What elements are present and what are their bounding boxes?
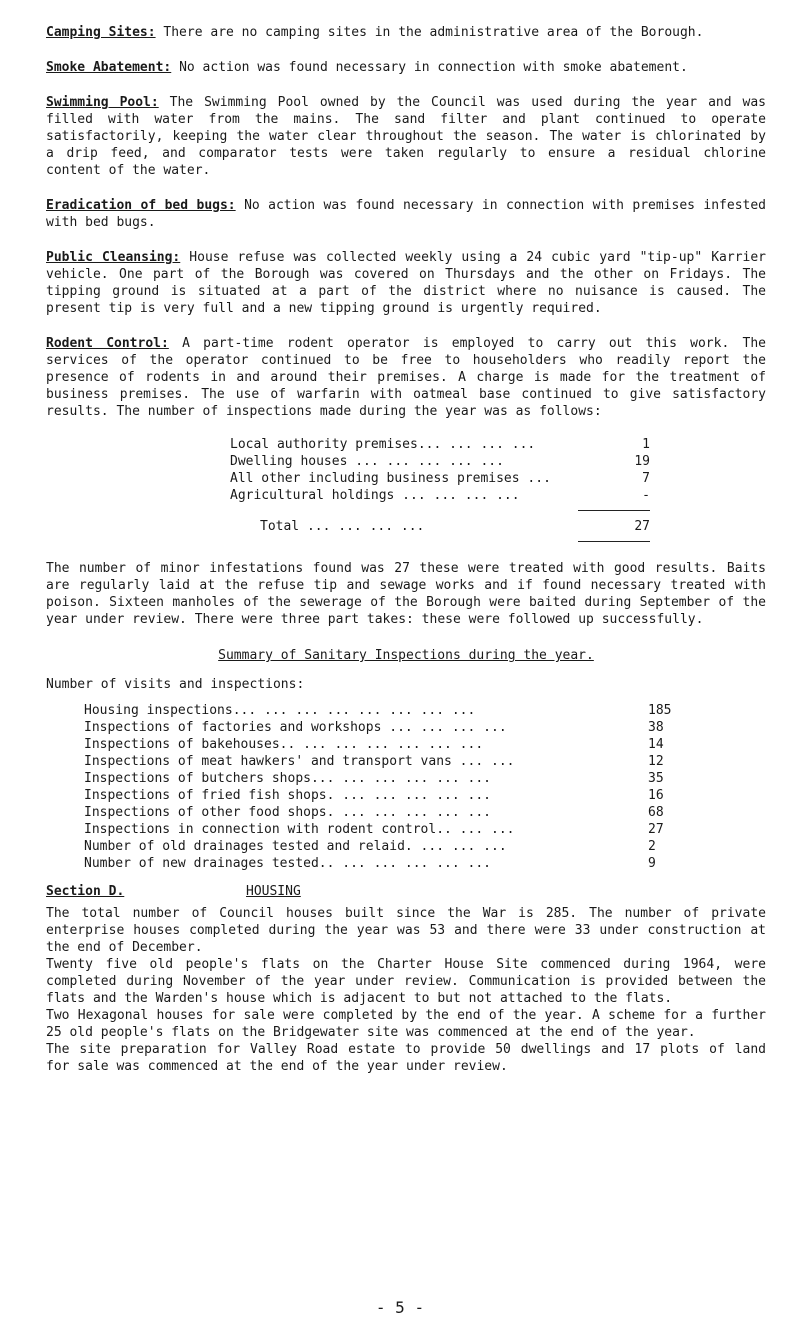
table-row [230,470,650,487]
total-top-rule [578,510,650,511]
table-row [84,804,684,821]
total-value: 27 [634,519,650,534]
row-value: 38 [648,720,664,735]
row-label: Number of old drainages tested and relaid. ... ... ... [84,839,507,854]
row-value: - [642,488,650,503]
housing-paragraph-3: Two Hexagonal houses for sale were completed by the end of the year. A scheme for a further 25 old people's flats on the Bridgewater site was commenced at the end of the year. [46,1008,766,1040]
smoke-text: No action was found necessary in connection with smoke abatement. [179,60,688,75]
row-label: Agricultural holdings ... ... ... ... [230,488,520,503]
inspections-table [84,702,684,872]
row-label: Housing inspections... ... ... ... ... ... ... ... [84,703,476,718]
camping-label: Camping Sites: [46,25,156,40]
row-value: 19 [634,454,650,469]
table-row [230,436,650,453]
rodent-inspection-table [230,436,650,504]
swimming-text: The Swimming Pool owned by the Council was used during the year and was filled with water from the mains. The sand filter and plant continued to operate satisfactorily, keeping the water clear throughout the season. The water is chlorinated by a drip feed, and comparator tests were taken regularly to ensure a residual chlorine content of the water. [46,95,766,178]
table-row [84,787,684,804]
page-number: - 5 - [375,1298,425,1317]
row-value: 185 [648,703,672,718]
rodent-text: A part-time rodent operator is employed to carry out this work. The services of the operator continued to be free to householders who readily report the presence of rodents in and around their premises. A charge is made for the treatment of business premises. The use of warfarin with oatmeal base continued to give satisfactory results. The number of inspections made during the year was as follows: [46,336,767,419]
row-label: Inspections of factories and workshops ... ... ... ... [84,720,507,735]
table-row [84,838,684,855]
bedbugs-text: No action was found necessary in connection with premises infested with bed bugs. [46,198,767,230]
row-label: Inspections of meat hawkers' and transport vans ... ... [84,754,515,769]
table-row [84,719,684,736]
bedbugs-label: Eradication of bed bugs: [46,198,236,213]
bedbugs-section [46,197,766,231]
section-d-heading [46,884,766,899]
row-label: All other including business premises ... [230,471,551,486]
row-value: 7 [642,471,650,486]
housing-paragraph-1: The total number of Council houses built since the War is 285. The number of private enterprise houses completed during the year was 53 and there were 33 under construction at the end of December. [46,906,766,955]
cleansing-text: House refuse was collected weekly using a 24 cubic yard "tip-up" Karrier vehicle. One part of the Borough was covered on Thursdays and the other on Fridays. The tipping ground is situated at a part of the district where no nuisance is caused. The present tip is very full and a new tipping ground is urgently required. [46,250,766,316]
cleansing-label: Public Cleansing: [46,250,181,265]
table-row [84,855,684,872]
row-label: Inspections of fried fish shops. ... ... ... ... ... [84,788,491,803]
rodent-label: Rodent Control: [46,336,169,351]
row-value: 27 [648,822,664,837]
visits-title: Number of visits and inspections: [46,677,305,692]
infestations-section [46,560,766,628]
total-bottom-rule [578,541,650,542]
camping-text: There are no camping sites in the administrative area of the Borough. [163,25,704,40]
table-row [84,770,684,787]
total-row [230,515,650,539]
housing-heading: HOUSING [246,884,301,899]
table-row [84,821,684,838]
table-row [84,753,684,770]
row-value: 2 [648,839,656,854]
row-label: Dwelling houses ... ... ... ... ... [230,454,504,469]
section-d-label: Section D. [46,884,125,899]
table-row [230,453,650,470]
row-label: Inspections of other food shops. ... ... ... ... ... [84,805,491,820]
row-value: 12 [648,754,664,769]
cleansing-section [46,249,766,317]
table-row [84,702,684,719]
smoke-label: Smoke Abatement: [46,60,172,75]
row-value: 9 [648,856,656,871]
camping-section [46,24,766,41]
table-row [84,736,684,753]
row-value: 16 [648,788,664,803]
row-label: Inspections of butchers shops... ... ... ... ... ... [84,771,491,786]
row-value: 1 [642,437,650,452]
infestations-text: The number of minor infestations found was 27 these were treated with good results. Baits are regularly laid at the refuse tip and sewage works and if found necessary treated with poison. Sixteen manholes of the sewerage of the Borough were baited during September of the year under review. There were three part takes: these were followed up successfully. [46,561,766,627]
housing-paragraph-4: The site preparation for Valley Road estate to provide 50 dwellings and 17 plots of land for sale was commenced at the end of the year under review. [46,1042,766,1074]
row-value: 35 [648,771,664,786]
row-value: 68 [648,805,664,820]
row-label: Local authority premises... ... ... ... [230,437,536,452]
document-page [46,24,766,1075]
smoke-section [46,59,766,76]
table-row [230,487,650,504]
row-label: Inspections in connection with rodent control.. ... ... [84,822,515,837]
swimming-section [46,94,766,179]
housing-section [46,905,766,1075]
summary-title: Summary of Sanitary Inspections during the year. [218,648,594,663]
swimming-label: Swimming Pool: [46,95,159,110]
rodent-total [230,510,650,542]
rodent-section [46,335,766,420]
housing-paragraph-2: Twenty five old people's flats on the Charter House Site commenced during 1964, were completed during November of the year under review. Communication is provided between the flats and the Warden's house which is adjacent to but not attached to the flats. [46,957,766,1006]
row-label: Inspections of bakehouses.. ... ... ... ... ... ... [84,737,484,752]
total-label: Total ... ... ... ... [260,519,425,534]
row-value: 14 [648,737,664,752]
row-label: Number of new drainages tested.. ... ... ... ... ... [84,856,491,871]
